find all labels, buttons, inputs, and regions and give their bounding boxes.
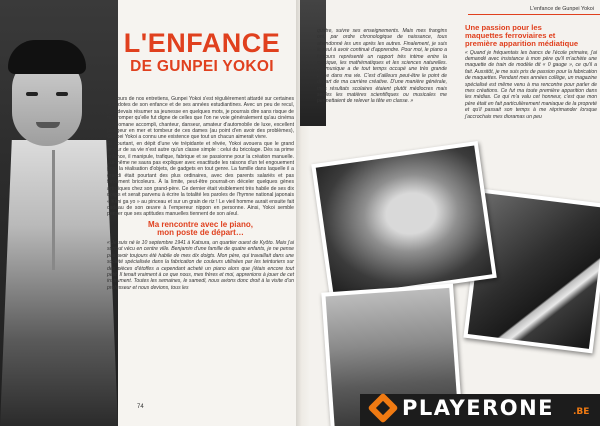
- playerone-logo-tld: .BE: [573, 407, 590, 417]
- subheading-piano: [107, 221, 294, 238]
- article-title: [104, 28, 300, 76]
- portrait-photo-young-yokoi: [0, 0, 118, 426]
- sidebar-heading-line-1: Une passion pour les: [465, 23, 542, 32]
- playerone-logo-text: PLAYERONE: [402, 396, 555, 420]
- sidebar-heading-line-2: maquettes ferroviaires et: [465, 31, 556, 41]
- right-column: [465, 24, 597, 120]
- left-column-text: [107, 96, 294, 291]
- subheading-line-1: Ma rencontre avec le piano,: [148, 219, 253, 229]
- intro-paragraph: Au cours de nos entretiens, Gunpei Yokoi s'est régulièrement attardé sur certaines anecdotes de son enfance et de ses années estudiantines. Avec un peu de recul, si je devais résumer sa jeunesse en quelques mots, je pourrais dire sans risque de me tromper qu'elle fut digne de celles que l'on ne voie généralement qu'au cinéma ! Mélomane accompli, chanteur, danseur, amateur d'automobile de luxe, excellent plongeur en mer et tombeur de ces dames (au point d'en avoir des problèmes), Gunpei Yokoi a connu une existence que tout un chacun aimerait vivre.: [107, 96, 294, 141]
- sidebar-heading-line-3: première apparition médiatique: [465, 39, 579, 49]
- middle-column-text: quatre, suivre ses enseignements. Mais mes frangins ont, par ordre chronologique de naissance, tous abandonné les uns après les autres. Finalement, je suis le seul à avoir continué d'apprendre. Pour moi, le piano a toujours représenté un rapport très intime entre la musique, les mathématiques et les sciences naturelles. La musique a de tout temps occupé une très grande place dans ma vie. C'est d'ailleurs peut-être le point de départ de ma carrière créative. D'une manière générale, mes résultats scolaires étaient plutôt médiocres mais seules les matières scientifiques ou musicales me permettaient de relever la tête en classe. »: [317, 28, 447, 105]
- page-number: 74: [137, 404, 144, 410]
- photo-baby: [311, 141, 497, 301]
- subheading-line-2: mon poste de départ…: [157, 228, 244, 238]
- body-paragraph: Et pourtant, en dépit d'une vie trépidante et rêvée, Yokoi avouera que le grand amour de sa vie n'est autre qu'un classe simple : celui du bricolage. Dès sa prime enfance, il manipule, trafique, fabrique et se passionne pour la création manuelle. Lui-même ne saura pas expliquer avec exactitude les raisons d'un tel engouement pour la réalisation d'objets, de gadgets en tout genre. La famille dans laquelle il a grandi était pourtant des plus ordinaires, avec des parents salariés et pas forcément bricoleurs. À la limite, peut-être pourrait-on déceler quelques gènes artistiques chez son grand-père. Ce dernier était visiblement très habile de ses dix doigts et serait parvenu à écrire la totalité les paroles de l'hymne national japonais « Kimi ga yo » au pinceau et sur un grain de riz ! Le vieil homme aurait ensuite fait cadeau de son œuvre à l'empereur nippon en personne. Ainsi, Yokoi semble penser que ses aptitudes manuelles tiennent de son aïeul.: [107, 140, 294, 218]
- quote-paragraph: « Je suis né le 10 septembre 1941 à Katsura, un quartier ouest de Kyôto. Mais j'ai surtout vécu en centre ville. Benjamin d'une famille de quatre enfants, je ne pense pas avoir toujours été habile de mes dix doigts. Mon père, qui travaillait dans une société spécialisée dans la fabrication de couleurs utilisées par les teinturiers sur des pièces d'étoffes a cependant acheté un piano alors que j'étais encore tout petit. Il tenait vraiment à ce que nous, mes frères et moi, apprenions à jouer de cet instrument. Toutes les semaines, le samedi, nous avions donc droit à la visite d'un professeur et nous devions, tous les: [107, 239, 294, 291]
- right-page: [300, 0, 600, 426]
- title-line-2: DE GUNPEI YOKOI: [130, 58, 274, 75]
- header-rule: [468, 14, 600, 15]
- title-line-1: L'ENFANCE: [123, 28, 281, 58]
- sidebar-text: « Quand je fréquentais les bancs de l'école primaire, j'ai demandé avec insistance à mon père qu'il m'achète une maquette de train de modèle dit « 0 gauge », ce qu'il a fait. Aussitôt, je me suis pris de passion pour la fabrication de maquettes. Pendant mes années collège, un magazine spécialisé est même venu à ma rencontre pour parler de mes créations. Ce fut ma toute première apparition dans les médias. Ce qui m'a valu cet honneur, c'est que mon père était en fait particulièrement maniaque de la propreté et qu'il passait son temps à me réprimander lorsque j'accrochais mes dioramas un peu: [465, 49, 597, 120]
- sidebar-heading: [465, 24, 597, 49]
- running-head: L'enfance de Gunpei Yokoi: [530, 6, 594, 12]
